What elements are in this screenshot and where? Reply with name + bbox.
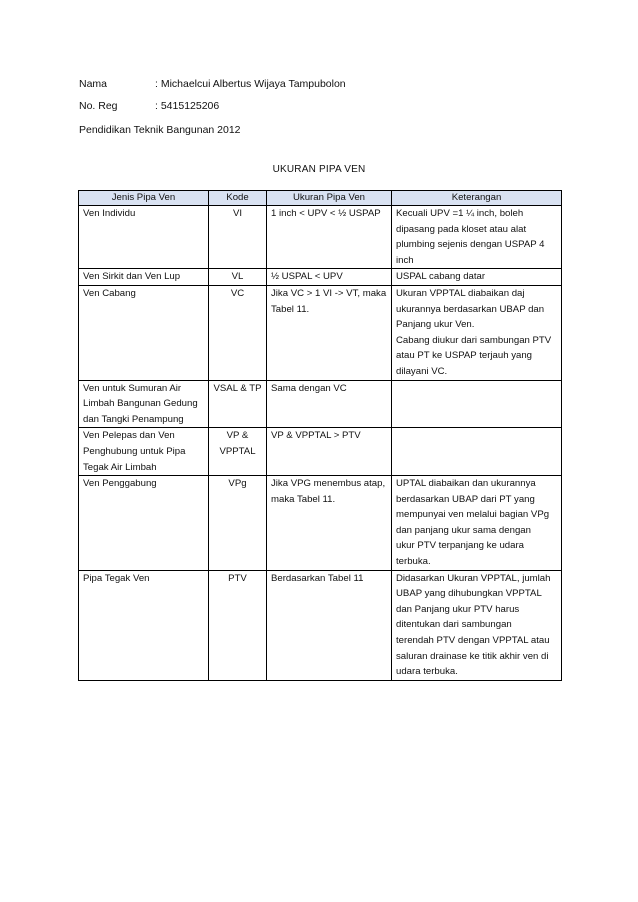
cell-text-line: Sama dengan VC (271, 382, 347, 394)
cell-text-line: ½ USPAL < UPV (271, 271, 343, 283)
table-header-row (79, 191, 562, 206)
cell-text-line: Tabel 11. (271, 303, 310, 315)
table-row (79, 206, 562, 269)
cell-ukuran (267, 269, 392, 286)
cell-text-line: ditentukan dari sambungan (396, 619, 512, 631)
cell-text-line: terendah PTV dengan VPPTAL atau (396, 635, 550, 647)
column-header-jenis: Jenis Pipa Ven (79, 191, 209, 206)
cell-kode (209, 285, 267, 380)
nama-line (79, 78, 346, 90)
table-row (79, 269, 562, 286)
cell-ukuran (267, 380, 392, 428)
cell-text-line: VSAL & TP (213, 382, 262, 394)
cell-text-line: Ven Sirkit dan Ven Lup (83, 271, 181, 283)
cell-jenis (79, 269, 209, 286)
cell-text-line: Penghubung untuk Pipa (83, 445, 186, 457)
nama-label: Nama (79, 78, 108, 90)
nama-value: : Michaelcui Albertus Wijaya Tampubolon (155, 78, 346, 90)
cell-text-line: Panjang ukur Ven. (396, 319, 475, 331)
cell-keterangan (392, 285, 562, 380)
cell-kode (209, 269, 267, 286)
cell-ukuran (267, 476, 392, 571)
cell-text-line: saluran drainase ke titik akhir ven di (396, 650, 549, 662)
cell-text-line: Kecuali UPV =1 ¼ inch, boleh (396, 208, 524, 219)
cell-ukuran (267, 570, 392, 680)
cell-text-line: Ven Penggabung (83, 478, 157, 490)
cell-text-line: dan Panjang ukur PTV harus (396, 603, 520, 615)
cell-keterangan (392, 570, 562, 680)
cell-text-line: Didasarkan Ukuran VPPTAL, jumlah (396, 572, 551, 584)
cell-text-line: VP & VPPTAL > PTV (271, 430, 361, 442)
table-body (79, 206, 562, 681)
cell-kode (209, 428, 267, 476)
cell-text-line: dan Tangki Penampung (83, 413, 184, 425)
page-title: UKURAN PIPA VEN (272, 164, 366, 175)
table-row (79, 476, 562, 571)
noreg-value: : 5415125206 (155, 100, 220, 112)
cell-text-line: Ven Cabang (83, 287, 136, 299)
cell-text-line: Jika VC > 1 VI -> VT, maka (271, 287, 387, 299)
cell-text-line: maka Tabel 11. (271, 493, 336, 505)
cell-keterangan (392, 476, 562, 571)
cell-keterangan (392, 269, 562, 286)
column-header-keterangan: Keterangan (392, 191, 562, 206)
cell-text-line: inch (396, 254, 414, 266)
cell-text-line: ukur PTV terpanjang ke udara (396, 540, 524, 552)
table-row (79, 380, 562, 428)
cell-text-line: Cabang diukur dari sambungan PTV (396, 334, 552, 346)
cell-text-line: berdasarkan UBAP dari PT yang (396, 493, 535, 505)
cell-jenis (79, 285, 209, 380)
cell-kode (209, 380, 267, 428)
cell-keterangan (392, 206, 562, 269)
cell-text-line: Limbah Bangunan Gedung (83, 398, 198, 410)
cell-keterangan (392, 428, 562, 476)
cell-kode (209, 476, 267, 571)
column-header-ukuran: Ukuran Pipa Ven (267, 191, 392, 206)
cell-text-line: VI (232, 208, 243, 219)
noreg-label: No. Reg (79, 100, 118, 112)
cell-text-line: dipasang pada kloset atau alat (396, 223, 527, 235)
cell-text-line: plumbing sejenis dengan USPAP 4 (396, 239, 545, 251)
noreg-line (79, 100, 219, 112)
cell-jenis (79, 428, 209, 476)
table-row (79, 570, 562, 680)
cell-text-line: Ven untuk Sumuran Air (83, 382, 182, 394)
cell-text-line: 1 inch < UPV < ½ USPAP (271, 208, 381, 219)
cell-text-line: dilayani VC. (396, 365, 448, 377)
cell-text-line: VL (231, 271, 244, 283)
cell-text-line: UPTAL diabaikan dan ukurannya (396, 478, 536, 490)
cell-ukuran (267, 206, 392, 269)
cell-text-line: VPg (228, 478, 247, 490)
cell-text-line: PTV (228, 572, 247, 584)
cell-kode (209, 570, 267, 680)
cell-text-line: VP & (226, 430, 249, 442)
cell-text-line: VPPTAL (219, 445, 256, 457)
cell-text-line: terbuka. (396, 556, 431, 568)
cell-kode (209, 206, 267, 269)
cell-text-line: Ven Individu (83, 208, 136, 219)
cell-text-line: Berdasarkan Tabel 11 (271, 572, 364, 584)
program-line: Pendidikan Teknik Bangunan 2012 (79, 124, 241, 136)
table-row (79, 285, 562, 380)
cell-text-line: Pipa Tegak Ven (83, 572, 150, 584)
cell-text-line: VC (230, 287, 245, 299)
cell-jenis (79, 476, 209, 571)
cell-ukuran (267, 285, 392, 380)
cell-text-line: udara terbuka. (396, 666, 458, 678)
cell-text-line: Jika VPG menembus atap, (271, 478, 386, 490)
column-header-kode: Kode (209, 191, 267, 206)
table-row (79, 428, 562, 476)
cell-text-line: dan panjang ukur sama dengan (396, 524, 531, 536)
cell-jenis (79, 380, 209, 428)
cell-text-line: atau PT ke USPAP terjauh yang (396, 350, 532, 362)
cell-text-line: ukurannya berdasarkan UBAP dan (396, 303, 545, 315)
cell-text-line: Ukuran VPPTAL diabaikan daj (396, 287, 525, 299)
cell-text-line: Ven Pelepas dan Ven (83, 430, 175, 442)
cell-text-line: UBAP yang dihubungkan VPPTAL (396, 588, 542, 600)
vent-pipe-table (78, 190, 562, 681)
cell-jenis (79, 570, 209, 680)
cell-keterangan (392, 380, 562, 428)
cell-text-line: Tegak Air Limbah (83, 461, 157, 473)
cell-ukuran (267, 428, 392, 476)
cell-jenis (79, 206, 209, 269)
cell-text-line: USPAL cabang datar (396, 271, 486, 283)
cell-text-line: mempunyai ven melalui bagian VPg (396, 509, 550, 521)
